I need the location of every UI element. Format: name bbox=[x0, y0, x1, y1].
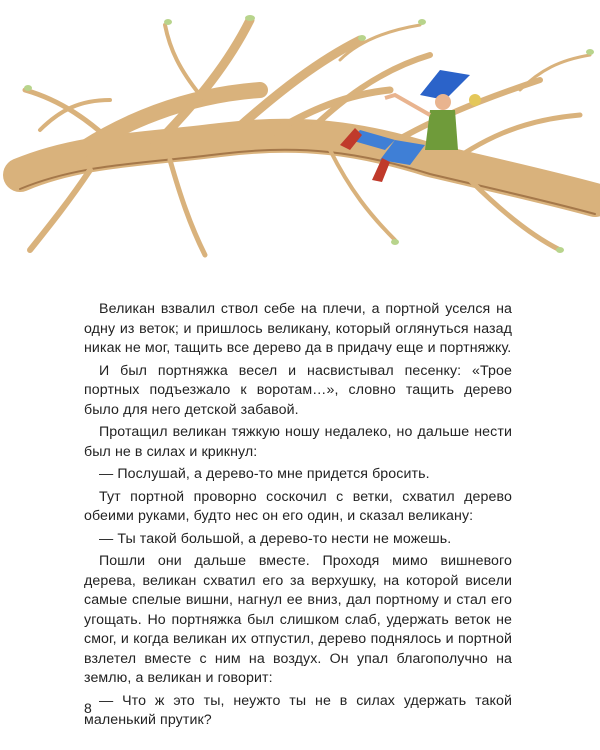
page-number: 8 bbox=[84, 700, 92, 716]
paragraph: — Послушай, а дерево-то мне придется бросить. bbox=[99, 466, 430, 482]
paragraph: Великан взвалил ствол себе на плечи, а портной уселся на одну из веток; и пришлось великану, который оглянуться назад никак не мог, тащить все дерево да в придачу еще и портняжку. bbox=[84, 301, 512, 356]
paragraph: — Что ж это ты, неужто ты не в силах удержать такой маленький прутик? bbox=[84, 692, 512, 728]
paragraph: И был портняжка весел и насвистывал песенку: «Трое портных подъезжало к воротам…», словно тащить дерево было для него детской забавой. bbox=[84, 362, 512, 418]
story-text bbox=[84, 300, 512, 734]
tailor-on-tree-branch-illustration bbox=[0, 0, 600, 270]
paragraph: Протащил великан тяжкую ношу недалеко, но дальше нести был не в силах и крикнул: bbox=[84, 424, 512, 460]
paragraph: Тут портной проворно соскочил с ветки, схватил дерево обеими руками, будто нес он его один, и сказал великану: bbox=[84, 488, 512, 524]
paragraph: Пошли они дальше вместе. Проходя мимо вишневого дерева, великан схватил его за верхушку, на которой висели самые спелые вишни, нагнул ее вниз, дал портному и стал его угощать. Но портняжка был слишком слаб, удержать веток не смог, и когда великан их отпустил, дерево поднялось и портной взлетел вместе с ним на воздух. Он упал благополучно на землю, а великан и говорит: bbox=[84, 553, 512, 686]
paragraph: — Ты такой большой, а дерево-то нести не можешь. bbox=[99, 530, 452, 547]
tree-branches bbox=[20, 20, 595, 255]
